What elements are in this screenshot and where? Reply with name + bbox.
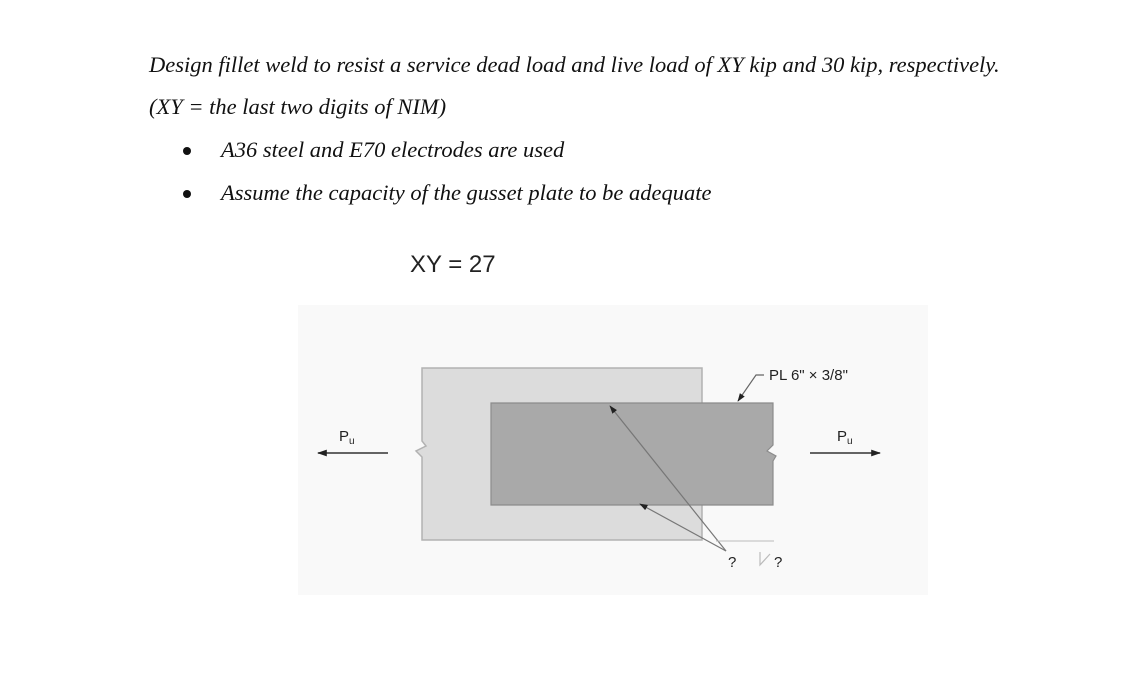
definition-line: (XY = the last two digits of NIM) [149,94,447,119]
load-label-right: $P_u$ [837,428,853,447]
load-label-left: $P_u$ [339,428,355,447]
weld-connection-figure [298,305,928,595]
bullet-icon [183,190,191,198]
bullet-icon [183,147,191,155]
bullet-text: A36 steel and E70 electrodes are used [221,137,565,162]
bullet-text: Assume the capacity of the gusset plate to be adequate [221,180,712,205]
plate-label: PL 6" × 3/8" [769,367,848,384]
weld-size-right: ? [774,554,783,571]
weld-size-left: ? [728,554,737,571]
given-value: XY = 27 [410,251,496,278]
connected-plate [491,403,776,505]
statement-line: Design fillet weld to resist a service dead load and live load of XY kip and 30 kip, respectively. [149,52,1000,77]
